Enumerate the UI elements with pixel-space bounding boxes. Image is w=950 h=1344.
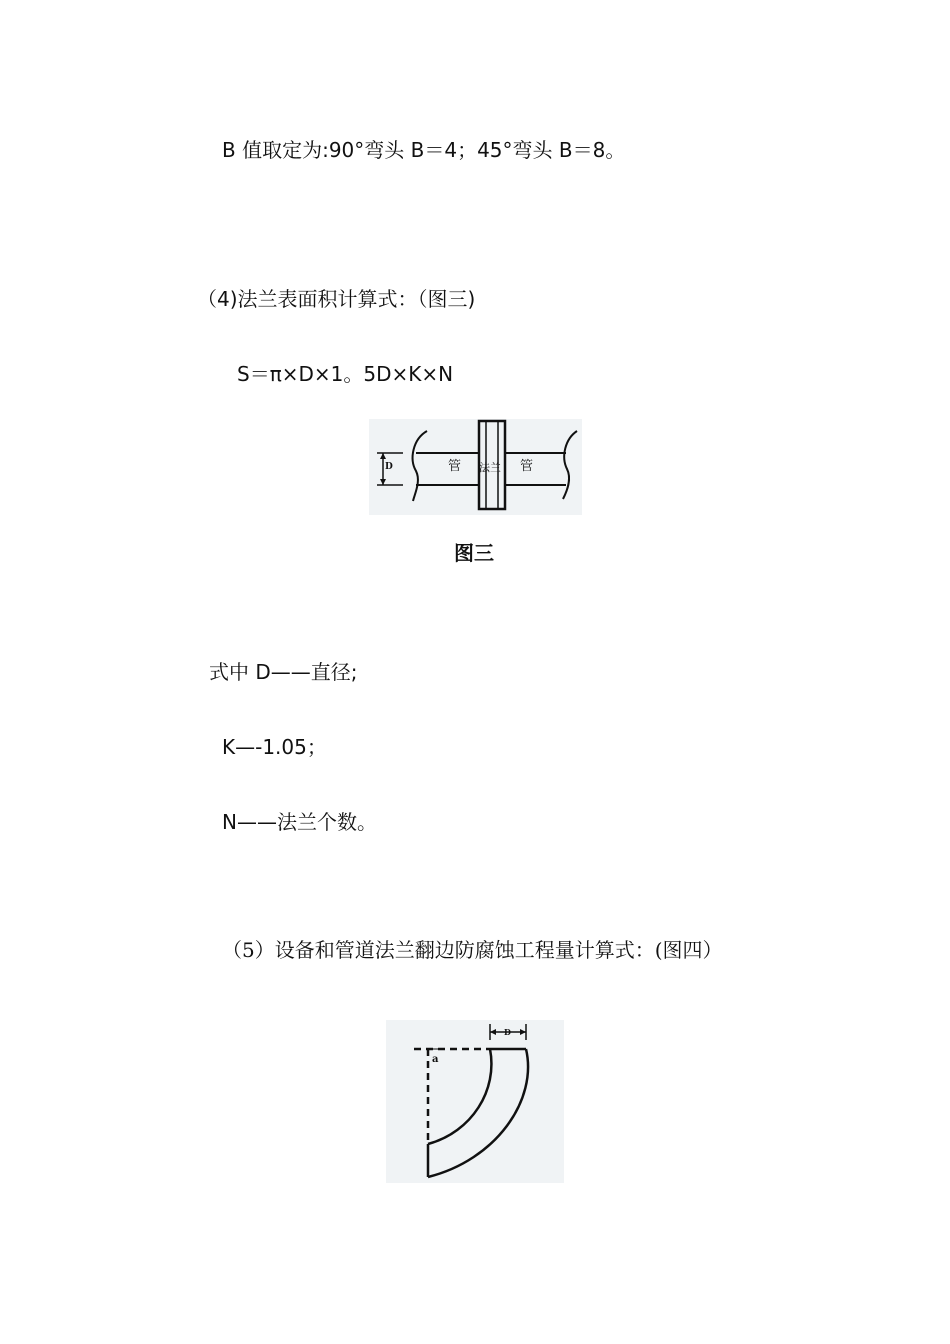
figure-3-caption: 图三 <box>454 541 494 565</box>
figure-3-label-flange: 法兰 <box>479 461 501 474</box>
legend-k: K—-1.05； <box>222 735 327 759</box>
legend-n: N——法兰个数。 <box>222 810 377 834</box>
figure-3-flange-diagram <box>369 419 582 515</box>
figure-3-svg <box>369 419 582 515</box>
figure-4-svg <box>386 1020 564 1183</box>
figure-3-label-pipe-right: 管 <box>520 459 534 474</box>
heading-flange-surface: （4)法兰表面积计算式：（图三) <box>197 287 476 311</box>
figure-4-label-a: a <box>432 1054 439 1065</box>
heading-flange-flanging: （5）设备和管道法兰翻边防腐蚀工程量计算式：(图四） <box>222 938 723 962</box>
figure-3-label-d: D <box>385 462 393 472</box>
figure-4-elbow-diagram <box>386 1020 564 1183</box>
figure-4-label-d: D <box>504 1027 511 1037</box>
formula-flange-surface: S＝π×D×1。5D×K×N <box>237 362 454 386</box>
legend-d: 式中 D——直径; <box>209 660 358 684</box>
b-value-line: B 值取定为:90°弯头 B＝4；45°弯头 B＝8。 <box>222 138 626 162</box>
figure-3-label-pipe-left: 管 <box>448 459 462 474</box>
